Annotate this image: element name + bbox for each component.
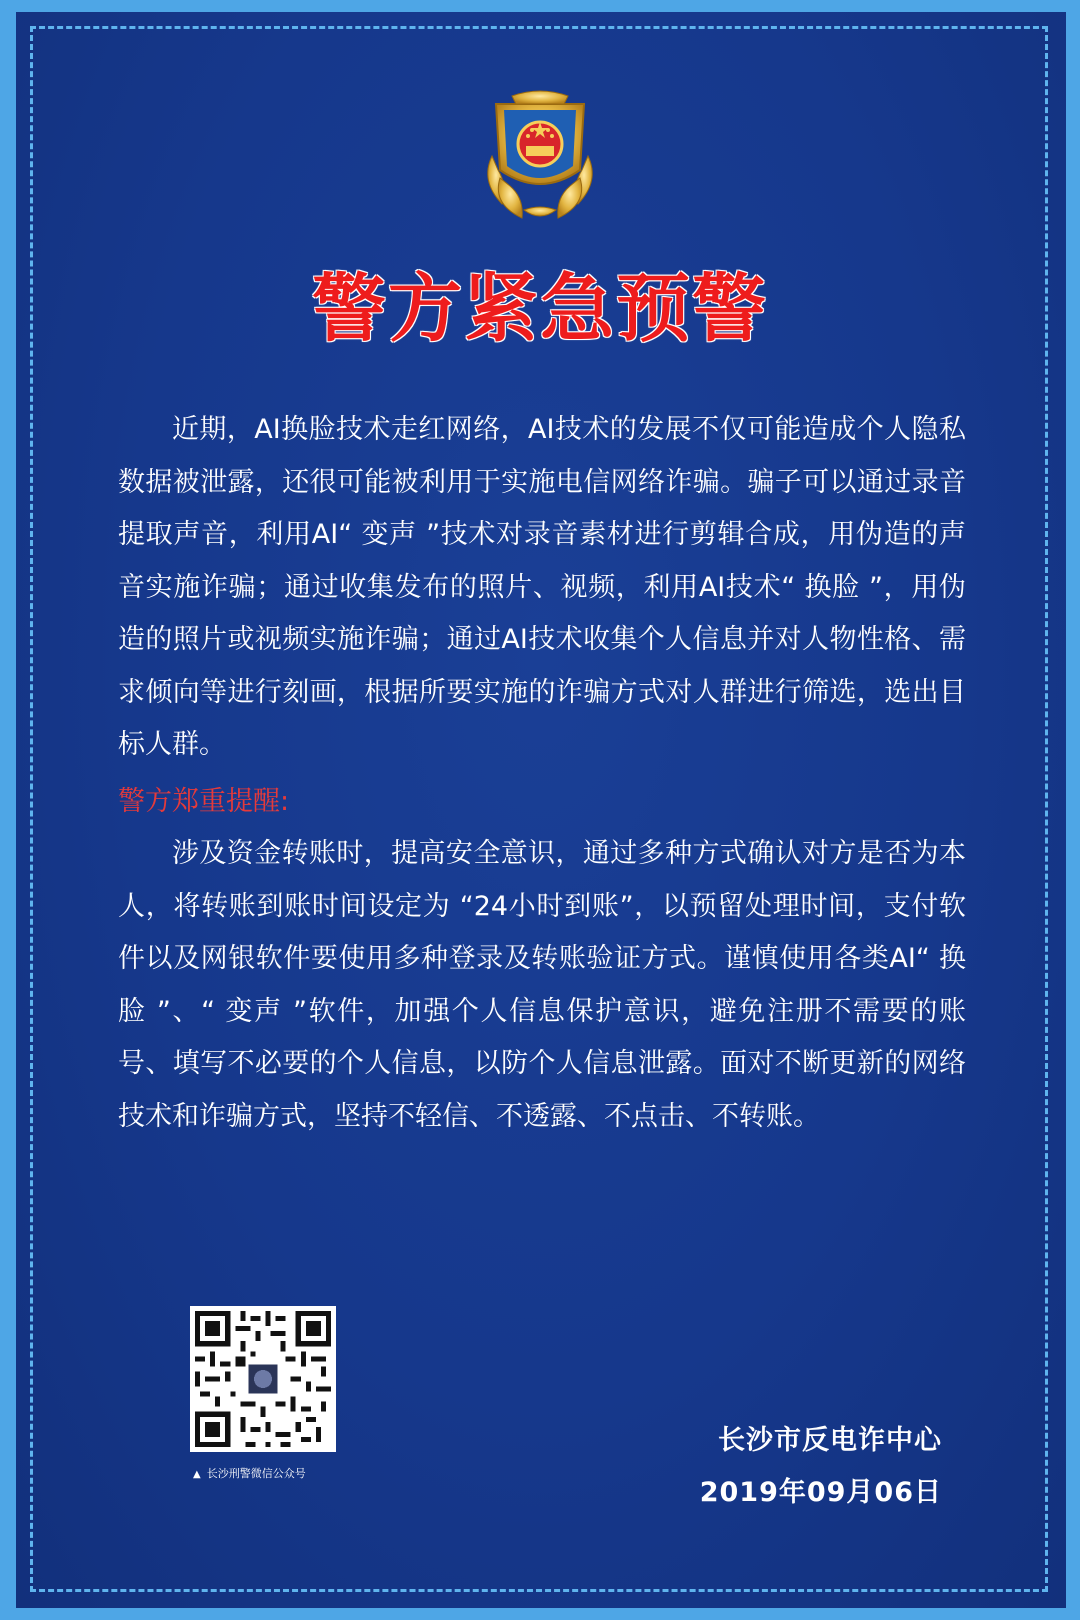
qr-caption-text: 长沙刑警微信公众号: [206, 1467, 306, 1480]
qr-caption: [193, 1465, 306, 1481]
issue-date: 2019年09月06日: [699, 1477, 942, 1508]
body-paragraph-1: 近期，AI换脸技术走红网络，AI技术的发展不仅可能造成个人隐私数据被泄露，还很可能被利用于实施电信网络诈骗。骗子可以通过录音提取声音，利用AI“ 变声 ”技术对录音素材进行剪辑合成，用伪造的声音实施诈骗；通过收集发布的照片、视频，利用AI技术“ 换脸 ”，用伪造的照片或视频实施诈骗；通过AI技术收集个人信息并对人物性格、需求倾向等进行刻画，根据所要实施的诈骗方式对人群进行筛选，选出目标人群。: [118, 414, 966, 760]
qr-code[interactable]: [190, 1306, 336, 1452]
reminder-label: 警方郑重提醒:: [118, 786, 290, 817]
triangle-icon: ▲: [193, 1469, 201, 1480]
organization-name: 长沙市反电诈中心: [718, 1425, 942, 1456]
page-title: 警方紧急预警: [312, 266, 768, 352]
body-paragraph-2: 涉及资金转账时，提高安全意识，通过多种方式确认对方是否为本人，将转账到账时间设定为 “24小时到账”，以预留处理时间，支付软件以及网银软件要使用多种登录及转账验证方式。谨慎使用各类AI“ 换脸 ”、“ 变声 ”软件，加强个人信息保护意识，避免注册不需要的账号、填写不必要的个人信息，以防个人信息泄露。面对不断更新的网络技术和诈骗方式，坚持不轻信、不透露、不点击、不转账。: [118, 838, 966, 1132]
police-emblem-icon: [472, 86, 608, 226]
